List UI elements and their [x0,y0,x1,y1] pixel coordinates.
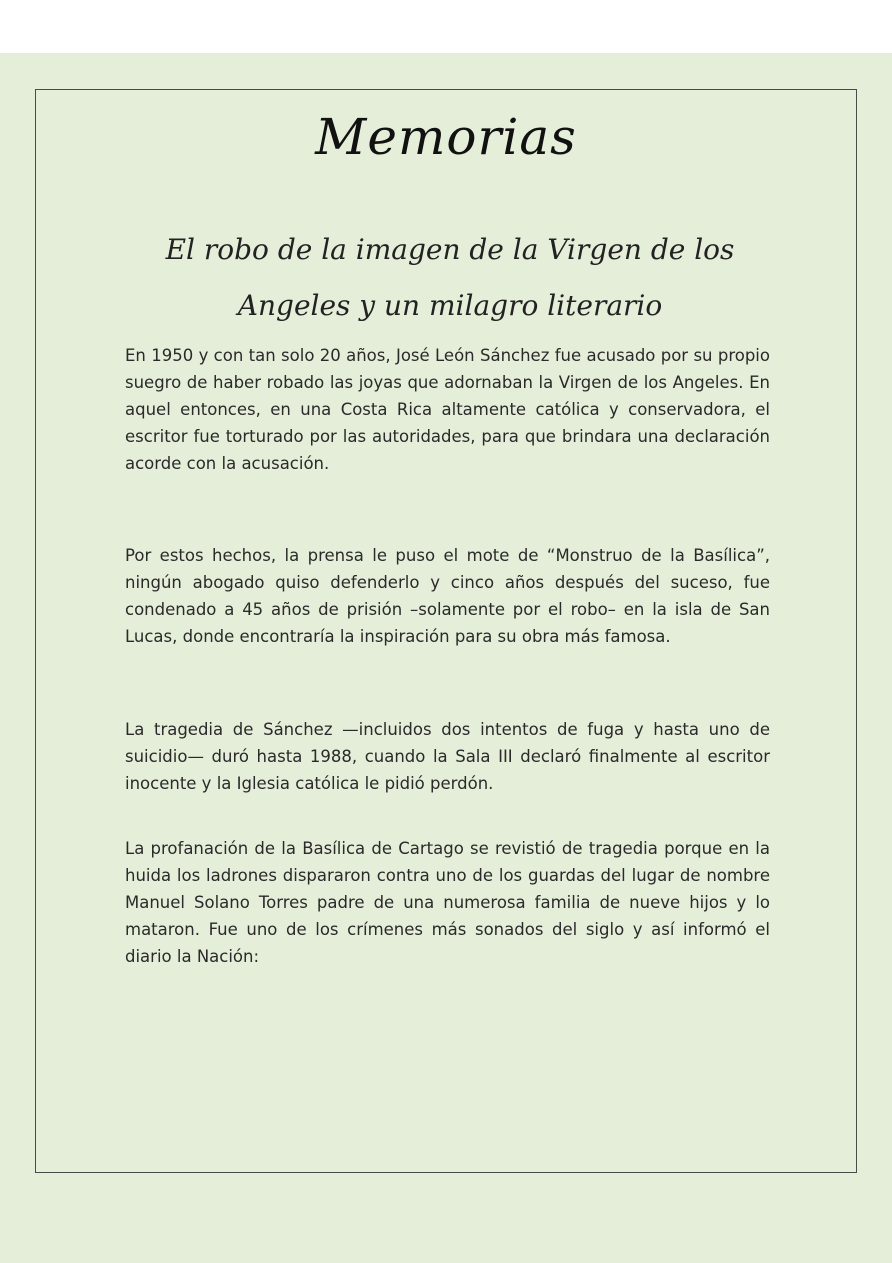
paragraph-2: Por estos hechos, la prensa le puso el mote de “Monstruo de la Basílica”, ningún abogado quiso defenderlo y cinco años después del suceso, fue condenado a 45 años de prisión –solamente por el robo– en la isla de San Lucas, donde encontraría la inspiración para su obra más famosa. [125,546,770,646]
paragraph-1: En 1950 y con tan solo 20 años, José León Sánchez fue acusado por su propio suegro de haber robado las joyas que adornaban la Virgen de los Angeles. En aquel entonces, en una Costa Rica altamente católica y conservadora, el escritor fue torturado por las autoridades, para que brindara una declaración acorde con la acusación. [125,346,770,473]
paragraph-3: La tragedia de Sánchez —incluidos dos intentos de fuga y hasta uno de suicidio— duró hasta 1988, cuando la Sala III declaró finalmente al escritor inocente y la Iglesia católica le pidió perdón. [125,720,770,793]
paragraph-4: La profanación de la Basílica de Cartago se revistió de tragedia porque en la huida los ladrones dispararon contra uno de los guardas del lugar de nombre Manuel Solano Torres padre de una numerosa familia de nueve hijos y lo mataron. Fue uno de los crímenes más sonados del siglo y así informó el diario la Nación: [125,839,770,966]
document-subtitle: El robo de la imagen de la Virgen de los Angeles y un milagro literario [165,233,735,322]
document-title: Memorias [315,108,577,166]
